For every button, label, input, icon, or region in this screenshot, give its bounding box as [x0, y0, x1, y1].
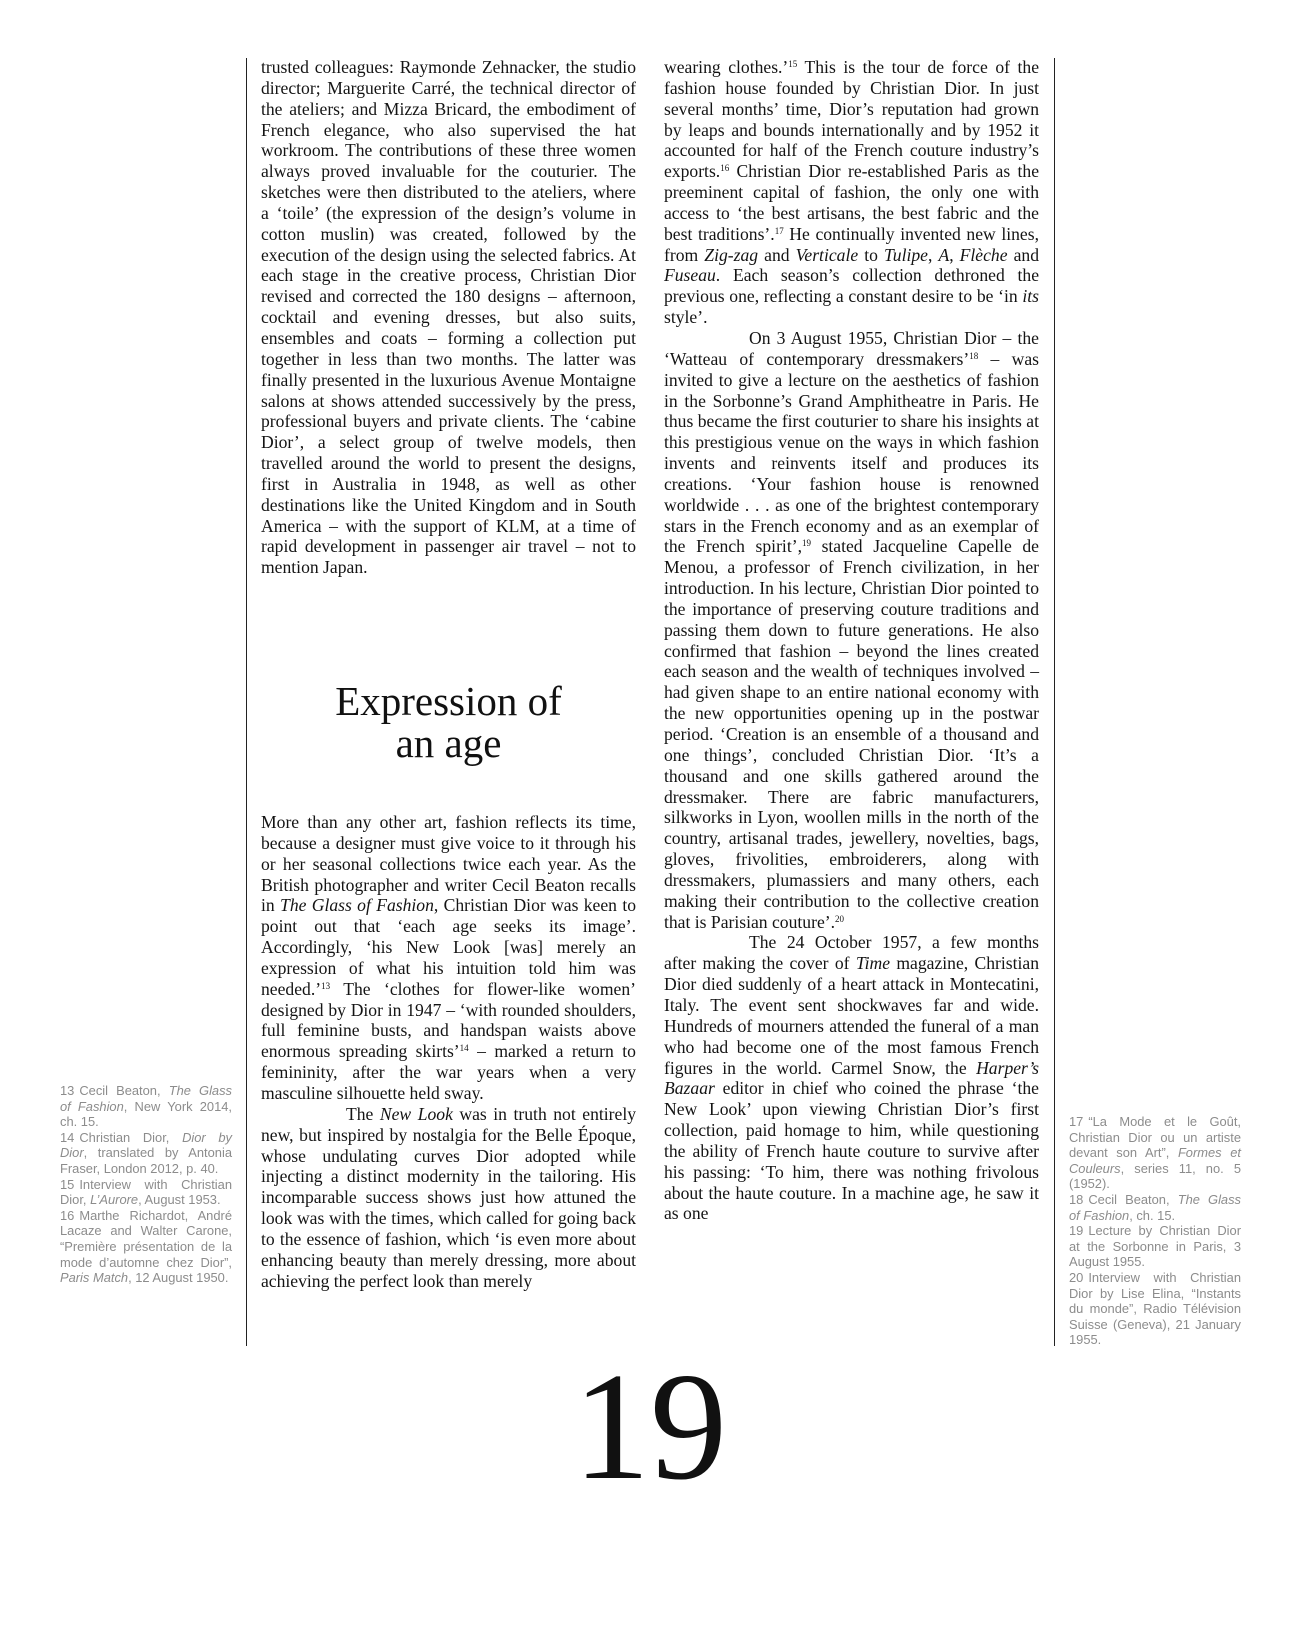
- footnote: 20 Interview with Christian Dior by Lise Elina, “Instants du monde”, Radio Télévision Suisse (Geneva), 21 January 1955.: [1069, 1269, 1241, 1348]
- text-column-left: [261, 57, 636, 578]
- footnote: 18 Cecil Beaton, The Glass of Fashion, ch. 15.: [1069, 1191, 1241, 1223]
- paragraph-dior-death: The 24 October 1957, a few months after making the cover of Time magazine, Christian Dior died suddenly of a heart attack in Montecatini, Italy. The event sent shockwaves far and wide. Hundreds of mourners attended the funeral of a man who had become one of the most famous French figures in the world. Carmel Snow, the Harper’s Bazaar editor in chief who coined the phrase ‘the New Look’ upon viewing Christian Dior’s first collection, paid homage to him, while questioning the ability of French haute couture to survive after his passing: ‘To him, there was nothing frivolous about the haute couture. In a machine age, he saw it as one: [664, 932, 1039, 1224]
- footnotes-left: [60, 1083, 232, 1286]
- paragraph-fashion-reflects: More than any other art, fashion reflects its time, because a designer must give voice to it through his or her seasonal collections twice each year. As the British photographer and writer Cecil Beaton recalls in The Glass of Fashion, Christian Dior was keen to point out that ‘each age seeks its image’. Accordingly, ‘his New Look [was] merely an expression of what his intuition told him was needed.’$^{13}$ The ‘clothes for flower-like women’ designed by Dior in 1947 – ‘with rounded shoulders, full feminine busts, and handspan waists above enormous spreading skirts’$^{14}$ – marked a return to femininity, after the war years when a very masculine silhouette held sway.: [261, 812, 637, 1103]
- footnote: 17 “La Mode et le Goût, Christian Dior ou un artiste devant son Art”, Formes et Couleurs, series 11, no. 5 (1952).: [1069, 1114, 1241, 1192]
- paragraph-tour-de-force: wearing clothes.’$^{15}$ This is the tour de force of the fashion house founded by Christian Dior. In just several months’ time, Dior’s reputation had grown by leaps and bounds internationally and by 1952 it accounted for half of the French couture industry’s exports.$^{16}$ Christian Dior re-established Paris as the preeminent capital of fashion, the only one with access to ‘the best artisans, the best fabric and the best traditions’.$^{17}$ He continually invented new lines, from Zig-zag and Verticale to Tulipe, A, Flèche and Fuseau. Each season’s collection dethroned the previous one, reflecting a constant desire to be ‘in its style’.: [664, 57, 1039, 328]
- footnotes-right: [1069, 1114, 1241, 1348]
- text-column-left-lower: [261, 812, 636, 1291]
- heading-line-2: an age: [395, 720, 502, 766]
- footnote-ref: 19: [801, 538, 811, 549]
- section-heading: [261, 680, 636, 764]
- paragraph-sorbonne-lecture: On 3 August 1955, Christian Dior – the ‘Watteau of contemporary dressmakers’$^{18}$ – was invited to give a lecture on the aesthetics of fashion in the Sorbonne’s Grand Amphitheatre in Paris. He thus became the first couturier to share his insights at this prestigious venue on the ways in which fashion invents and reinvents itself and produces its creations. ‘Your fashion house is renowned worldwide . . . as one of the brightest contemporary stars in the French economy and as an exemplar of the French spirit’,$^{19}$ stated Jacqueline Capelle de Menou, a professor of French civilization, in her introduction. In his lecture, Christian Dior pointed to the importance of preserving couture traditions and passing them down to future generations. He also confirmed that fashion – beyond the lines created each season and the wealth of techniques involved – had given shape to an entire national economy with the new opportunities opening up in the postwar period. ‘Creation is an ensemble of a thousand and one things’, concluded Christian Dior. ‘It’s a thousand and one skills gathered around the dressmaker. There are fabric manufacturers, silkworks in Lyon, woollen mills in the north of the country, artisanal trades, jewellery, novelties, bags, gloves, frivolities, embroiderers, along with dressmakers, plumassiers and many others, each making their contribution to the collective creation that is Parisian couture’.$^{20}$: [664, 327, 1039, 932]
- text-column-right: [664, 57, 1039, 1224]
- footnote: 16 Marthe Richardot, André Lacaze and Walter Carone, “Première présentation de la mode d’automne chez Dior”, Paris Match, 12 August 1950.: [60, 1207, 232, 1286]
- footnote-ref: 14: [459, 1043, 469, 1054]
- column-divider-left: [246, 58, 247, 1346]
- footnote-ref: 15: [788, 59, 798, 69]
- footnote-ref: 16: [720, 163, 730, 174]
- footnote: 19 Lecture by Christian Dior at the Sorbonne in Paris, 3 August 1955.: [1069, 1223, 1241, 1270]
- paragraph-colleagues: trusted colleagues: Raymonde Zehnacker, the studio director; Marguerite Carré, the technical director of the ateliers; and Mizza Bricard, the embodiment of French elegance, who also supervised the hat workroom. The contributions of these three women always proved invaluable for the couturier. The sketches were then distributed to the ateliers, where a ‘toile’ (the expression of the design’s volume in cotton muslin) was created, followed by the execution of the design using the selected fabrics. At each stage in the creative process, Christian Dior revised and corrected the 180 designs – afternoon, cocktail and evening dresses, but also suits, ensembles and coats – forming a collection put together in less than two months. The latter was finally presented in the luxurious Avenue Montaigne salons at shows attended successively by the press, professional buyers and private clients. The ‘cabine Dior’, a select group of twelve models, then travelled around the world to present the designs, first in Australia in 1948, as well as other destinations like the United Kingdom and in South America – with the support of KLM, at a time of rapid development in passenger air travel – not to mention Japan.: [261, 57, 636, 578]
- footnote: 14 Christian Dior, Dior by Dior, translated by Antonia Fraser, London 2012, p. 40.: [60, 1129, 232, 1176]
- page-number: 19: [573, 1342, 727, 1512]
- footnote: 13 Cecil Beaton, The Glass of Fashion, New York 2014, ch. 15.: [60, 1083, 232, 1130]
- footnote-ref: 20: [835, 913, 845, 924]
- column-divider-right: [1054, 58, 1055, 1346]
- footnote-ref: 18: [969, 350, 979, 361]
- footnote-ref: 17: [774, 225, 784, 236]
- heading-line-1: Expression of: [335, 678, 562, 724]
- footnote: 15 Interview with Christian Dior, L’Aurore, August 1953.: [60, 1176, 232, 1208]
- paragraph-new-look: The New Look was in truth not entirely new, but inspired by nostalgia for the Belle Époque, whose undulating curves Dior adopted while injecting a distinct modernity in the tailoring. His incomparable success shows just how attuned the look was with the times, which called for going back to the essence of fashion, which ‘is even more about enhancing beauty than merely dressing, more about achieving the perfect look than merely: [261, 1103, 636, 1291]
- footnote-ref: 13: [321, 980, 331, 991]
